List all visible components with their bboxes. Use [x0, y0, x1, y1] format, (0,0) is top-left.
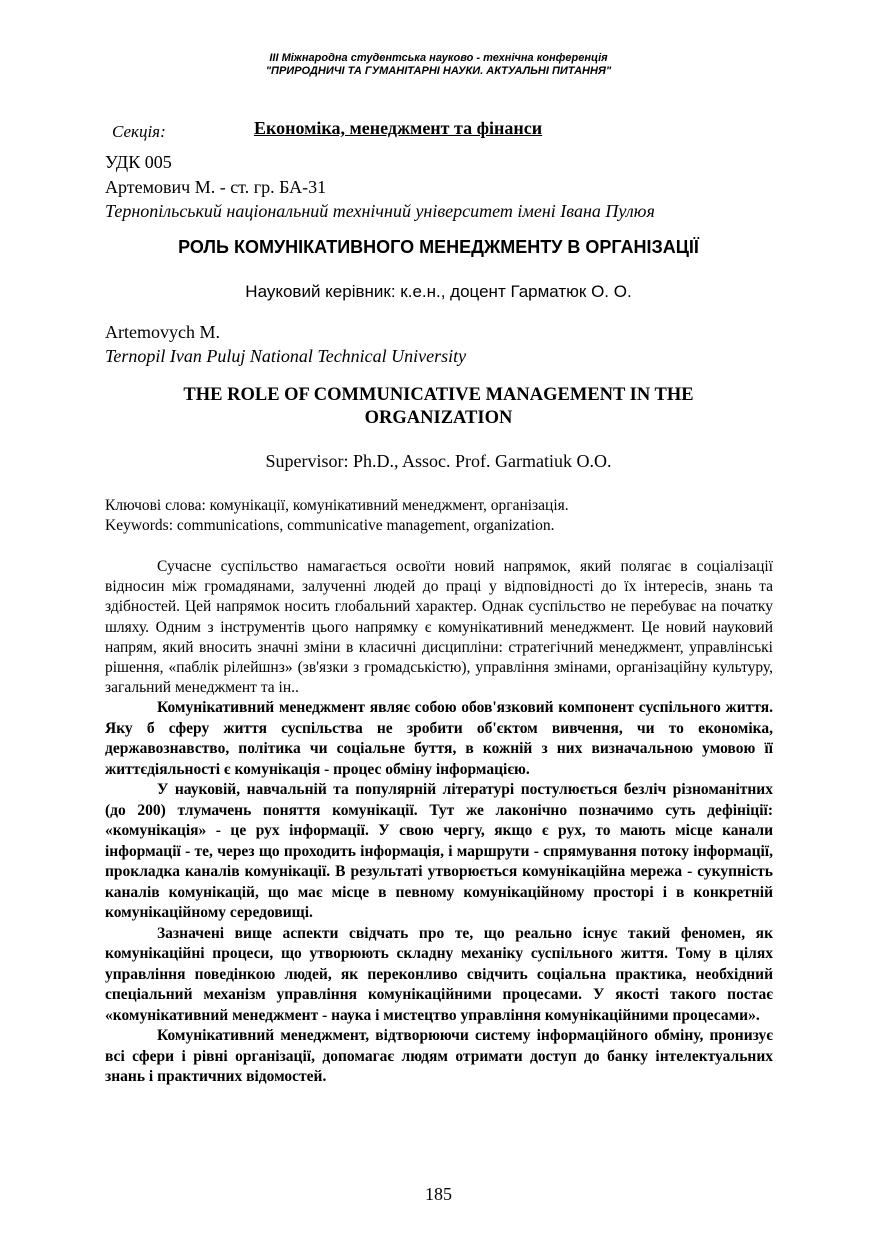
paragraph-3: У науковій, навчальній та популярній літературі постулюється безліч різноманітних (до 200) тлумачень поняття комунікації. Тут же лаконічно позначимо суть дефініції: «комунікація» - це рух інформації. У свою чергу, якщо є рух, то мають місце канали інформації - те, через що проходить інформація, і маршрути - спрямування потоку інформації, прокладка каналів комунікації. В результаті утворюється комунікаційна мережа - сукупність каналів комунікацій, що має місце в певному комунікаційному просторі і в конкретній комунікаційному середовищі.	[105, 781, 773, 922]
paragraph-2: Комунікативний менеджмент являє собою обов'язковий компонент суспільного життя. Яку б сферу життя суспільства не зробити об'єктом вивчення, чи то економіка, державознавство, політика чи соціальне буття, в кожній з них визначальною умовою її життєдіяльності є комунікація - процес обміну інформацією.	[105, 699, 773, 778]
paragraph-4: Зазначені вище аспекти свідчать про те, що реально існує такий феномен, як комунікаційні процеси, що утворюють складну механіку суспільного життя. Тому в цілях управління поведінкою людей, як переконливо свідчить соціальна практика, необхідний спеціальний механізм управління комунікаційними процесами. У якості такого постає «комунікативний менеджмент - наука і мистецтво управління комунікаційними процесами».	[105, 924, 773, 1024]
conference-header	[0, 52, 877, 78]
paragraph-5: Комунікативний менеджмент, відтворюючи систему інформаційного обміну, пронизує всі сфери і рівні організації, допомагає людям отримати доступ до банку інтелектуальних знань і практичних відомостей.	[105, 1027, 773, 1086]
supervisor-en: Supervisor: Ph.D., Assoc. Prof. Garmatiuk O.O.	[265, 451, 612, 471]
body-text	[105, 557, 773, 1088]
conference-line-2: "ПРИРОДНИЧІ ТА ГУМАНІТАРНІ НАУКИ. АКТУАЛЬНІ ПИТАННЯ"	[265, 65, 612, 77]
keywords-uk: Ключові слова: комунікації, комунікативний менеджмент, організація.	[105, 497, 569, 514]
udk-code: УДК 005	[105, 152, 172, 172]
supervisor-uk: Науковий керівник: к.е.н., доцент Гарматюк О. О.	[245, 282, 632, 301]
author-en: Artemovych M.	[105, 322, 220, 342]
paragraph-1: Сучасне суспільство намагається освоїти новий напрямок, який полягає в соціалізації відносин між громадянами, залученні людей до праці у відповідності до їх інтересів, знань та здібностей. Цей напрямок носить глобальний характер. Однак суспільство не перебуває на початку шляху. Одним з інструментів цього напрямку є комунікативний менеджмент. Це новий науковий напрям, який вносить значні зміни в класичні дисципліни: стратегічний менеджмент, управлінські рішення, «паблік рілейшнз» (зв'язки з громадськістю), управління змінами, організаційну культуру, загальний менеджмент та ін..	[105, 558, 773, 697]
paper-title-uk: РОЛЬ КОМУНІКАТИВНОГО МЕНЕДЖМЕНТУ В ОРГАНІЗАЦІЇ	[178, 237, 699, 257]
section-row	[108, 118, 788, 144]
conference-line-1: III Міжнародна студентська науково - технічна конференція	[269, 52, 608, 64]
section-title: Економіка, менеджмент та фінанси	[254, 118, 543, 138]
author-uk: Артемович М. - ст. гр. БА-31	[105, 177, 327, 197]
affiliation-en: Ternopil Ivan Puluj National Technical University	[105, 346, 467, 366]
keywords-en: Keywords: communications, communicative management, organization.	[105, 517, 555, 534]
affiliation-uk: Тернопільський національний технічний університет імені Івана Пулюя	[105, 201, 655, 221]
section-label: Секція:	[112, 122, 166, 141]
paper-title-en: THE ROLE OF COMMUNICATIVE MANAGEMENT IN THE ORGANIZATION	[183, 385, 694, 428]
page-number: 185	[425, 1184, 452, 1204]
